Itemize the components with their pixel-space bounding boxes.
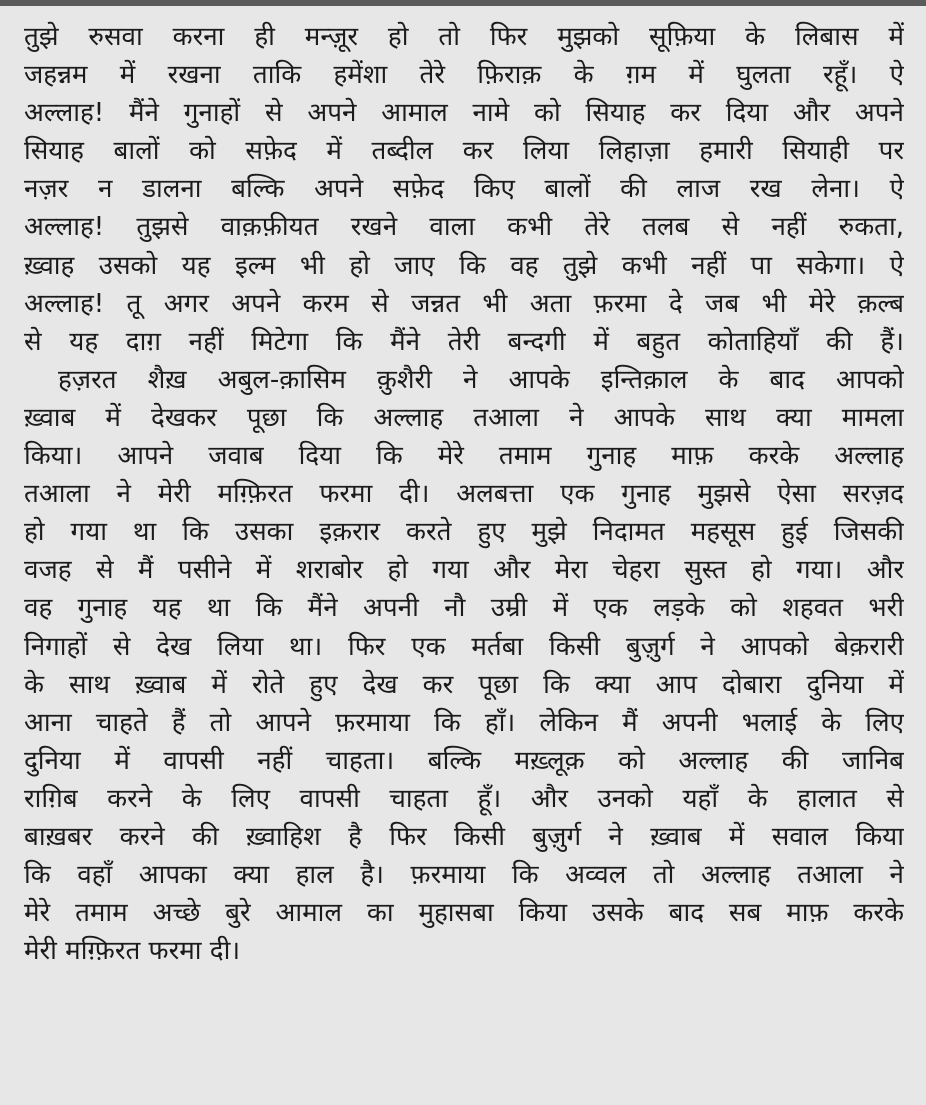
paragraph-start-line: हज़रत शैख़ अबुल-क़ासिम क़ुशैरी ने आपके इन्तिक़ाल के बाद आपको xyxy=(58,364,904,395)
text-line: वजह से मैं पसीने में शराबोर हो गया और मेरा चेहरा सुस्त हो गया। और xyxy=(24,555,904,586)
text-line: जहन्नम में रखना ताकि हमेंशा तेरे फ़िराक़ के ग़म में घुलता रहूँ। ऐ xyxy=(24,60,904,91)
text-line: हो गया था कि उसका इक़रार करते हुए मुझे निदामत महसूस हुई जिसकी xyxy=(24,517,904,548)
text-line: तआला ने मेरी मग़्फ़िरत फरमा दी। अलबत्ता एक गुनाह मुझसे ऐसा सरज़द xyxy=(24,479,904,510)
text-line: कि वहाँ आपका क्या हाल है। फ़रमाया कि अव्वल तो अल्लाह तआला ने xyxy=(24,860,904,891)
text-line: ख़्वाब में देखकर पूछा कि अल्लाह तआला ने आपके साथ क्या मामला xyxy=(24,402,904,433)
text-line: तुझे रुसवा करना ही मन्ज़ूर हो तो फिर मुझको सूफ़िया के लिबास में xyxy=(24,22,904,52)
text-line: वह गुनाह यह था कि मैंने अपनी नौ उम्री में एक लड़के को शहवत भरी xyxy=(24,593,904,624)
text-line: सियाह बालों को सफ़ेद में तब्दील कर लिया लिहाज़ा हमारी सियाही पर xyxy=(24,136,904,167)
text-line: मेरे तमाम अच्छे बुरे आमाल का मुहासबा किया उसके बाद सब माफ़ करके xyxy=(24,898,904,929)
body-text xyxy=(24,18,904,970)
page-top-edge xyxy=(0,0,926,6)
text-line: आना चाहते हैं तो आपने फ़रमाया कि हाँ। लेकिन मैं अपनी भलाई के लिए xyxy=(24,707,904,738)
text-line: से यह दाग़ नहीं मिटेगा कि मैंने तेरी बन्दगी में बहुत कोताहियाँ की हैं। xyxy=(24,326,904,357)
paragraph-end-line: मेरी मग़्फ़िरत फरमा दी। xyxy=(24,936,241,967)
text-line: अल्लाह! मैंने गुनाहों से अपने आमाल नामे को सियाह कर दिया और अपने xyxy=(24,98,904,129)
text-line: ख़्वाह उसको यह इल्म भी हो जाए कि वह तुझे कभी नहीं पा सकेगा। ऐ xyxy=(24,250,904,281)
text-line: नज़र न डालना बल्कि अपने सफ़ेद किए बालों की लाज रख लेना। ऐ xyxy=(24,174,904,205)
text-line: अल्लाह! तुझसे वाक़फ़ीयत रखने वाला कभी तेरे तलब से नहीं रुकता, xyxy=(24,212,904,243)
text-line: दुनिया में वापसी नहीं चाहता। बल्कि मख़्लूक़ को अल्लाह की जानिब xyxy=(24,745,904,776)
text-line: निगाहों से देख लिया था। फिर एक मर्तबा किसी बुज़ुर्ग ने आपको बेक़रारी xyxy=(24,631,904,662)
text-line: अल्लाह! तू अगर अपने करम से जन्नत भी अता फ़रमा दे जब भी मेरे क़ल्ब xyxy=(24,288,904,319)
text-line: बाख़बर करने की ख़्वाहिश है फिर किसी बुज़ुर्ग ने ख़्वाब में सवाल किया xyxy=(24,821,904,852)
text-line: किया। आपने जवाब दिया कि मेरे तमाम गुनाह माफ़ करके अल्लाह xyxy=(24,441,904,472)
text-line: राग़िब करने के लिए वापसी चाहता हूँ। और उनको यहाँ के हालात से xyxy=(24,783,904,814)
text-line: के साथ ख़्वाब में रोते हुए देख कर पूछा कि क्या आप दोबारा दुनिया में xyxy=(24,669,904,700)
